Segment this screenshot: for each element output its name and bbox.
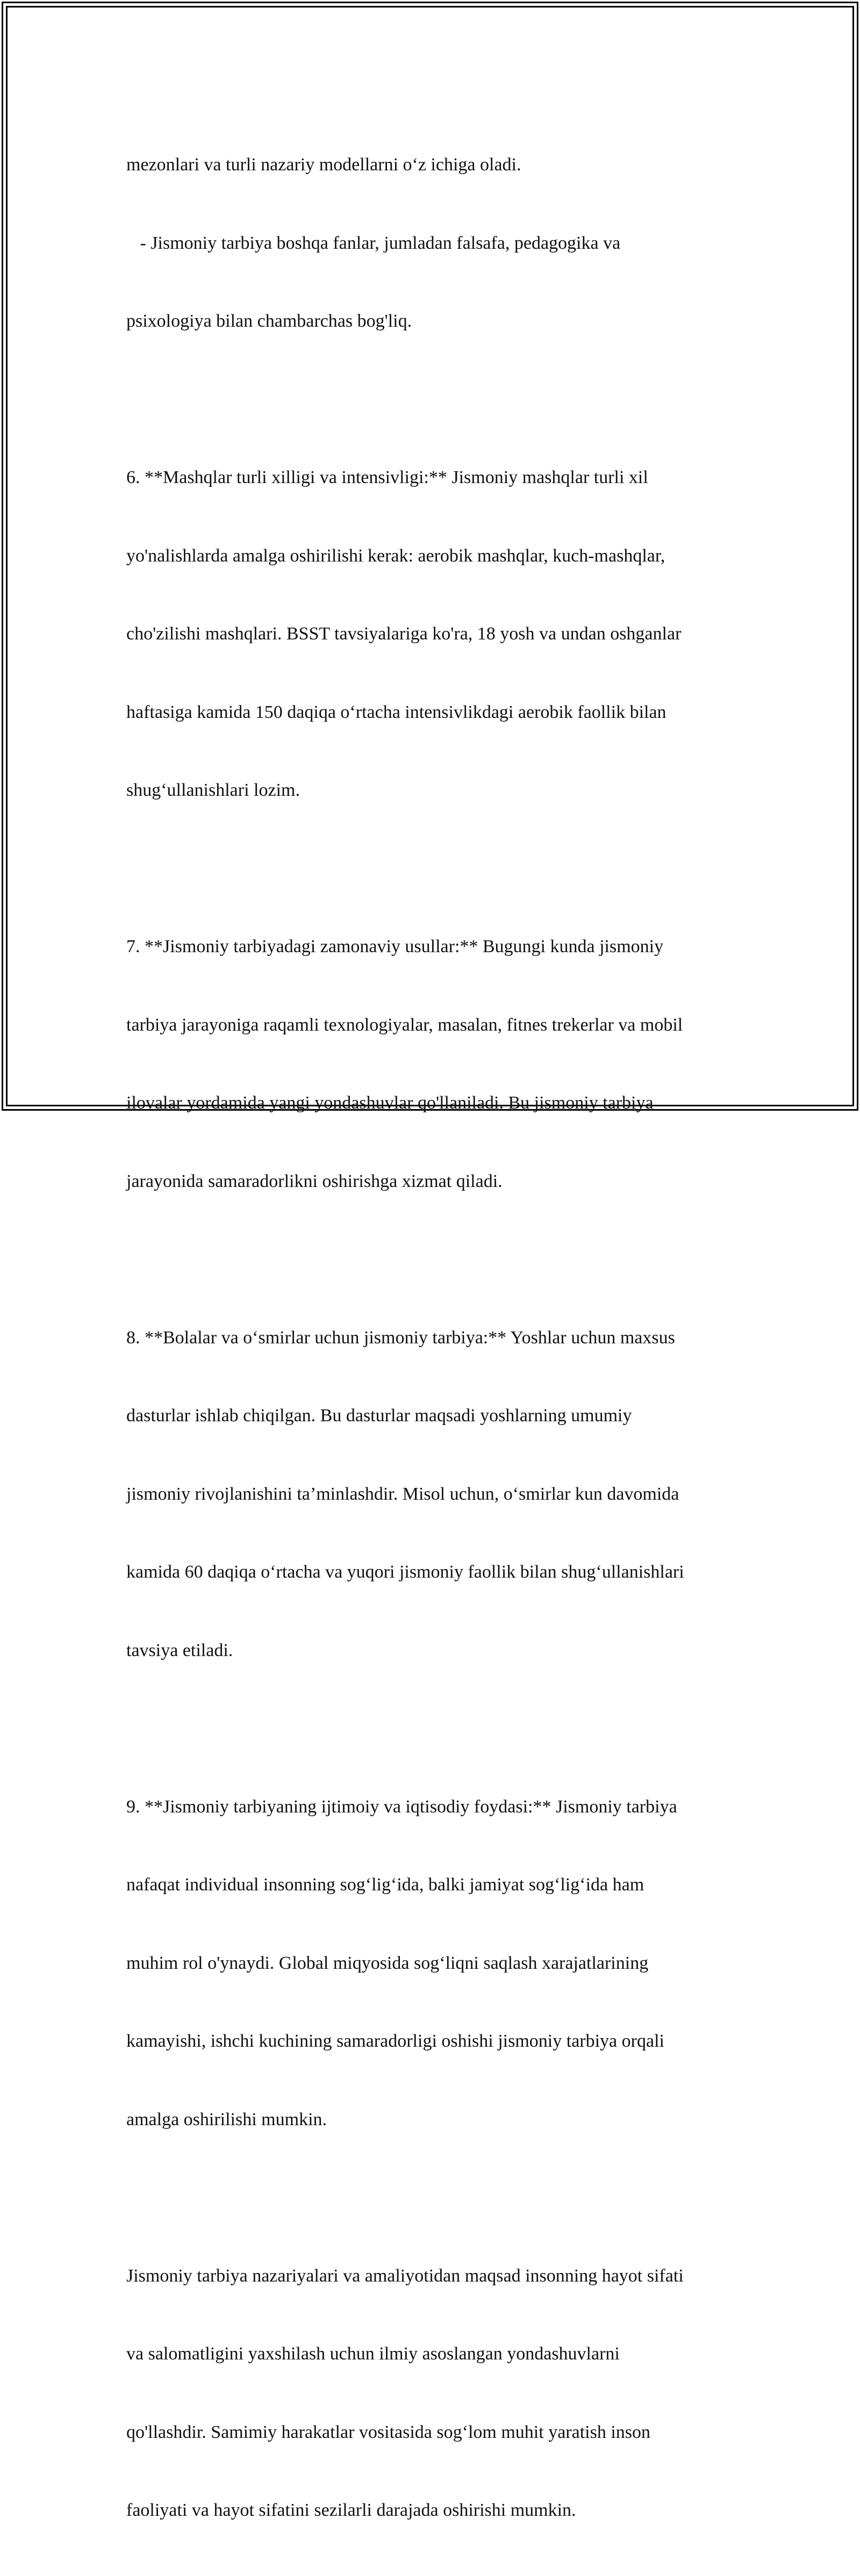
text-line: - Jismoniy tarbiya boshqa fanlar, jumladan falsafa, pedagogika va	[126, 233, 621, 253]
text-line: 7. **Jismoniy tarbiyadagi zamonaviy usullar:** Bugungi kunda jismoniy	[126, 937, 664, 956]
paragraph-conclusion	[126, 2211, 739, 2576]
text-line: mezonlari va turli nazariy modellarni o‘z ichiga oladi.	[126, 155, 521, 175]
paragraph-item-8	[126, 1273, 739, 1716]
text-line: ilovalar yordamida yangi yondashuvlar qo'llaniladi. Bu jismoniy tarbiya	[126, 1093, 654, 1113]
text-line: va salomatligini yaxshilash uchun ilmiy asoslangan yondashuvlarni	[126, 2344, 620, 2364]
text-line: shug‘ullanishlari lozim.	[126, 780, 300, 800]
paragraph-item-7	[126, 882, 739, 1247]
paragraph-continuation	[126, 100, 739, 387]
text-line: 8. **Bolalar va o‘smirlar uchun jismoniy tarbiya:** Yoshlar uchun maxsus	[126, 1327, 675, 1348]
text-line: jismoniy rivojlanishini ta’minlashdir. Misol uchun, o‘smirlar kun davomida	[126, 1484, 679, 1504]
text-line: yo'nalishlarda amalga oshirilishi kerak: aerobik mashqlar, kuch-mashqlar,	[126, 545, 665, 566]
text-line: tarbiya jarayoniga raqamli texnologiyalar, masalan, fitnes trekerlar va mobil	[126, 1014, 683, 1035]
text-line: dasturlar ishlab chiqilgan. Bu dasturlar maqsadi yoshlarning umumiy	[126, 1406, 632, 1426]
text-line: cho'zilishi mashqlari. BSST tavsiyalariga ko'ra, 18 yosh va undan oshganlar	[126, 624, 682, 644]
text-line: psixologiya bilan chambarchas bog'liq.	[126, 311, 412, 331]
document-body	[126, 100, 739, 2576]
text-line: amalga oshirilishi mumkin.	[126, 2109, 327, 2129]
text-line: muhim rol o'ynaydi. Global miqyosida sog‘liqni saqlash xarajatlarining	[126, 1953, 649, 1973]
text-line: jarayonida samaradorlikni oshirishga xizmat qiladi.	[126, 1171, 503, 1191]
text-line: tavsiya etiladi.	[126, 1640, 233, 1660]
text-line: kamayishi, ishchi kuchining samaradorligi oshishi jismoniy tarbiya orqali	[126, 2031, 664, 2051]
text-line: Jismoniy tarbiya nazariyalari va amaliyotidan maqsad insonning hayot sifati	[126, 2265, 684, 2286]
text-line: haftasiga kamida 150 daqiqa o‘rtacha intensivlikdagi aerobik faollik bilan	[126, 702, 666, 722]
paragraph-item-9	[126, 1742, 739, 2185]
paragraph-item-6	[126, 413, 739, 856]
text-line: nafaqat individual insonning sog‘lig‘ida, balki jamiyat sog‘lig‘ida ham	[126, 1875, 644, 1895]
text-line: kamida 60 daqiqa o‘rtacha va yuqori jismoniy faollik bilan shug‘ullanishlari	[126, 1562, 684, 1582]
text-line: faoliyati va hayot sifatini sezilarli darajada oshirishi mumkin.	[126, 2500, 576, 2520]
text-line: 6. **Mashqlar turli xilligi va intensivligi:** Jismoniy mashqlar turli xil	[126, 467, 648, 487]
text-line: qo'llashdir. Samimiy harakatlar vositasida sog‘lom muhit yaratish inson	[126, 2422, 650, 2442]
text-line: 9. **Jismoniy tarbiyaning ijtimoiy va iqtisodiy foydasi:** Jismoniy tarbiya	[126, 1796, 677, 1817]
